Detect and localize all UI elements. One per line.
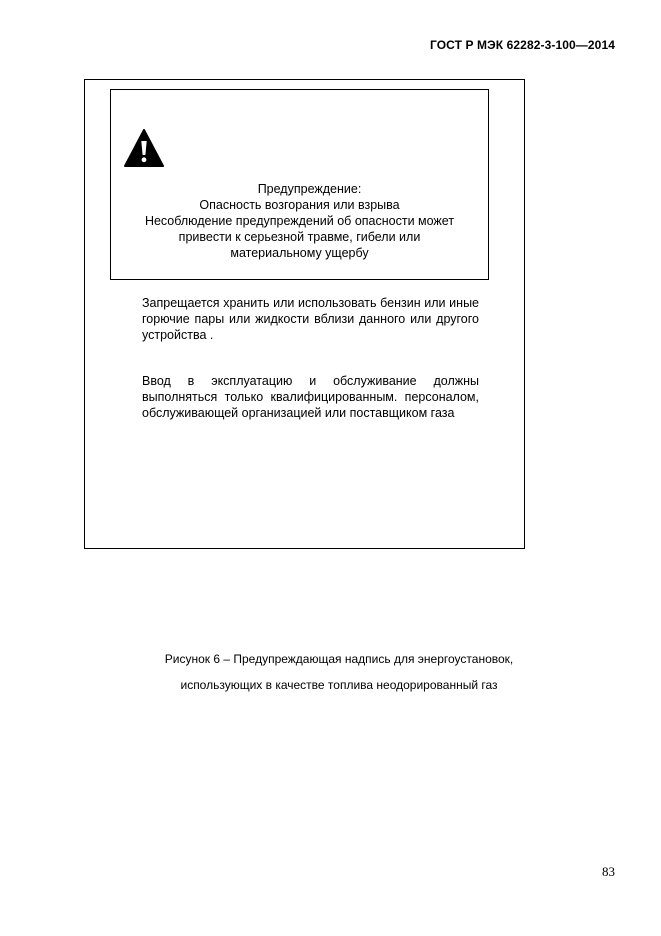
storage-prohibition-paragraph: Запрещается хранить или использовать бензин или иные горючие пары или жидкости вблизи данного или другого устройства . (142, 296, 479, 342)
warning-box (110, 89, 489, 280)
figure-caption-line: Рисунок 6 – Предупреждающая надпись для энергоустановок, (164, 652, 514, 666)
warning-text (111, 181, 488, 261)
document-standard-code: ГОСТ Р МЭК 62282-3-100—2014 (430, 38, 615, 52)
figure-caption-line: использующих в качестве топлива неодорированный газ (180, 678, 498, 692)
warning-consequence-line: привести к серьезной травме, гибели или (178, 230, 421, 244)
warning-consequence-line: материальному ущербу (230, 246, 369, 260)
page-number: 83 (602, 864, 615, 879)
warning-triangle-icon (123, 128, 165, 168)
service-personnel-paragraph: Ввод в эксплуатацию и обслуживание должны выполняться только квалифицированным. персоналом, обслуживающей организацией или поставщиком газа (142, 374, 479, 420)
warning-title: Предупреждение: (257, 182, 362, 196)
warning-hazard: Опасность возгорания или взрыва (199, 198, 400, 212)
warning-consequence-line: Несоблюдение предупреждений об опасности может (144, 214, 455, 228)
